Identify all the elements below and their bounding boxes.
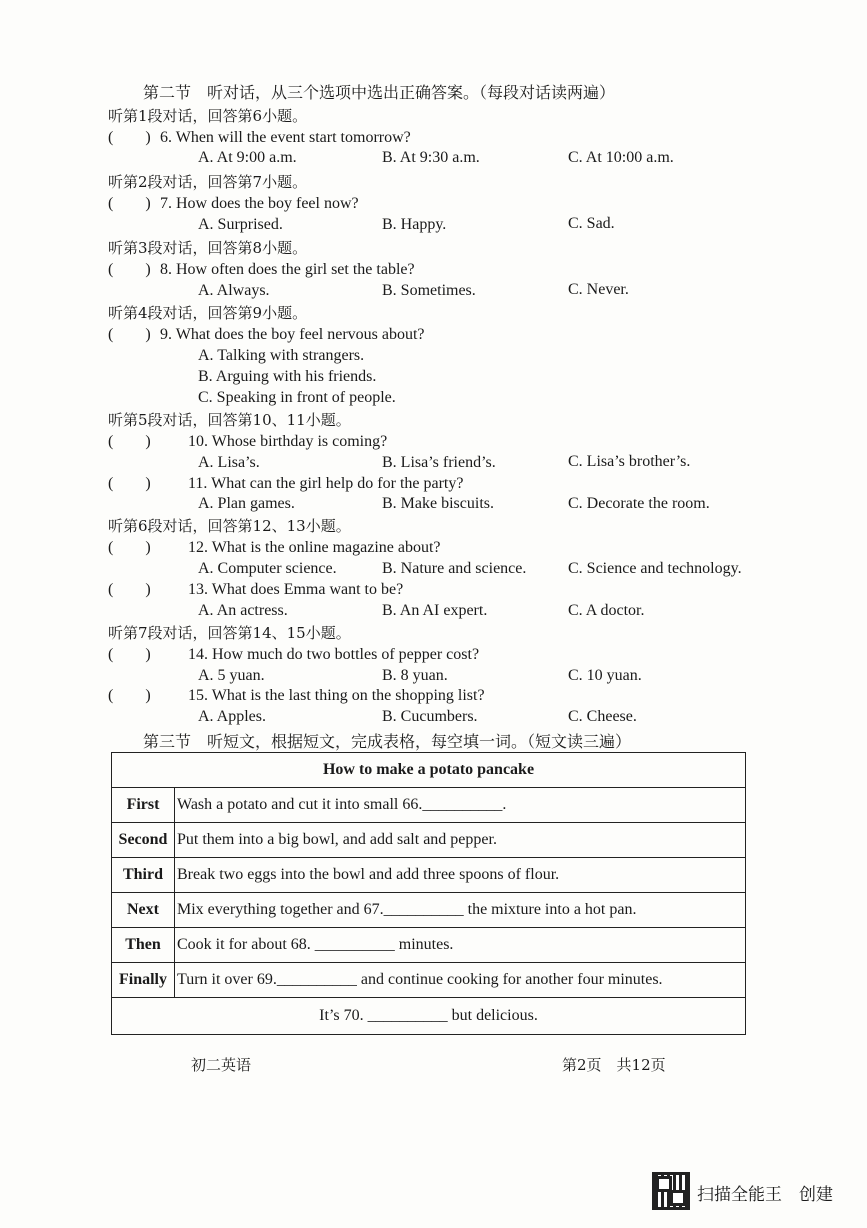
page-number: 第2页 共12页 [562, 1056, 666, 1074]
step-text[interactable]: Cook it for about 68. __________ minutes. [175, 928, 746, 963]
option-a: A. Talking with strangers. [198, 347, 365, 364]
answer-blank[interactable]: ( ) [108, 581, 151, 598]
dialogue-intro-2: 听第2段对话，回答第7小题。 [108, 173, 308, 191]
option-b: B. An AI expert. [382, 602, 488, 619]
option-b: B. At 9:30 a.m. [382, 149, 480, 166]
answer-blank[interactable]: ( ) [108, 687, 151, 704]
step-text[interactable]: Wash a potato and cut it into small 66.__________. [175, 788, 746, 823]
table-row [112, 823, 746, 858]
step-label: Then [112, 928, 175, 963]
step-text: Put them into a big bowl, and add salt and pepper. [175, 823, 746, 858]
scanner-watermark: 扫描全能王 创建 [697, 1185, 833, 1205]
step-label: Third [112, 858, 175, 893]
option-c: C. At 10:00 a.m. [568, 149, 674, 166]
option-b: B. Cucumbers. [382, 708, 478, 725]
question-6 [108, 128, 411, 148]
question-7 [108, 194, 359, 214]
question-text: 8. How often does the girl set the table? [160, 261, 415, 278]
option-b: B. Sometimes. [382, 282, 476, 299]
question-text: 13. What does Emma want to be? [188, 581, 404, 598]
option-b: B. Happy. [382, 216, 447, 233]
question-text: 12. What is the online magazine about? [188, 539, 441, 556]
question-text: 6. When will the event start tomorrow? [160, 129, 411, 146]
recipe-table [111, 752, 746, 1035]
option-a: A. Computer science. [198, 560, 337, 577]
answer-blank[interactable]: ( ) [108, 475, 151, 492]
dialogue-intro-3: 听第3段对话，回答第8小题。 [108, 239, 308, 257]
section2-heading: 第二节 听对话，从三个选项中选出正确答案。（每段对话读两遍） [143, 83, 616, 102]
step-label: Finally [112, 963, 175, 998]
question-text: 15. What is the last thing on the shopping list? [188, 687, 485, 704]
table-footer[interactable]: It’s 70. __________ but delicious. [112, 998, 746, 1035]
option-c: C. Speaking in front of people. [198, 389, 396, 406]
option-b: B. Lisa’s friend’s. [382, 454, 496, 471]
question-8 [108, 260, 415, 280]
step-label: First [112, 788, 175, 823]
qr-code-icon [652, 1172, 690, 1210]
option-a: A. Apples. [198, 708, 266, 725]
step-text[interactable]: Mix everything together and 67.__________ the mixture into a hot pan. [175, 893, 746, 928]
option-c: C. 10 yuan. [568, 667, 642, 684]
step-label: Next [112, 893, 175, 928]
dialogue-intro-4: 听第4段对话，回答第9小题。 [108, 304, 308, 322]
question-text: 9. What does the boy feel nervous about? [160, 326, 425, 343]
option-c: C. Cheese. [568, 708, 637, 725]
question-15 [108, 686, 485, 706]
option-a: A. Lisa’s. [198, 454, 260, 471]
option-b: B. Make biscuits. [382, 495, 494, 512]
step-label: Second [112, 823, 175, 858]
table-title: How to make a potato pancake [112, 753, 746, 788]
option-a: A. An actress. [198, 602, 288, 619]
question-9 [108, 325, 425, 345]
question-text: 14. How much do two bottles of pepper cost? [188, 646, 480, 663]
option-b: B. Nature and science. [382, 560, 527, 577]
question-10 [108, 432, 387, 452]
table-row [112, 893, 746, 928]
answer-blank[interactable]: ( ) [108, 539, 151, 556]
table-row [112, 788, 746, 823]
section3-heading: 第三节 听短文，根据短文，完成表格，每空填一词。（短文读三遍） [143, 732, 632, 751]
dialogue-intro-5: 听第5段对话，回答第10、11小题。 [108, 411, 351, 429]
question-11 [108, 474, 463, 494]
option-c: C. Science and technology. [568, 560, 742, 577]
answer-blank[interactable]: ( ) [108, 646, 151, 663]
answer-blank[interactable]: ( ) [108, 326, 151, 343]
answer-blank[interactable]: ( ) [108, 433, 151, 450]
option-c: C. Sad. [568, 215, 615, 232]
option-c: C. Never. [568, 281, 629, 298]
option-c: C. Decorate the room. [568, 495, 710, 512]
option-b: B. Arguing with his friends. [198, 368, 377, 385]
question-14 [108, 645, 479, 665]
answer-blank[interactable]: ( ) [108, 261, 151, 278]
answer-blank[interactable]: ( ) [108, 195, 151, 212]
option-b: B. 8 yuan. [382, 667, 448, 684]
subject-label: 初二英语 [191, 1056, 252, 1074]
option-a: A. Always. [198, 282, 270, 299]
option-a: A. Plan games. [198, 495, 295, 512]
dialogue-intro-6: 听第6段对话，回答第12、13小题。 [108, 517, 351, 535]
question-text: 7. How does the boy feel now? [160, 195, 359, 212]
dialogue-intro-1: 听第1段对话，回答第6小题。 [108, 107, 308, 125]
option-c: C. A doctor. [568, 602, 645, 619]
option-c: C. Lisa’s brother’s. [568, 453, 691, 470]
table-row [112, 928, 746, 963]
option-a: A. At 9:00 a.m. [198, 149, 297, 166]
question-12 [108, 538, 441, 558]
option-a: A. Surprised. [198, 216, 283, 233]
step-text: Break two eggs into the bowl and add three spoons of flour. [175, 858, 746, 893]
question-13 [108, 580, 403, 600]
table-row [112, 858, 746, 893]
question-text: 10. Whose birthday is coming? [188, 433, 388, 450]
table-row [112, 963, 746, 998]
answer-blank[interactable]: ( ) [108, 129, 151, 146]
option-a: A. 5 yuan. [198, 667, 265, 684]
question-text: 11. What can the girl help do for the party? [188, 475, 464, 492]
dialogue-intro-7: 听第7段对话，回答第14、15小题。 [108, 624, 351, 642]
step-text[interactable]: Turn it over 69.__________ and continue cooking for another four minutes. [175, 963, 746, 998]
